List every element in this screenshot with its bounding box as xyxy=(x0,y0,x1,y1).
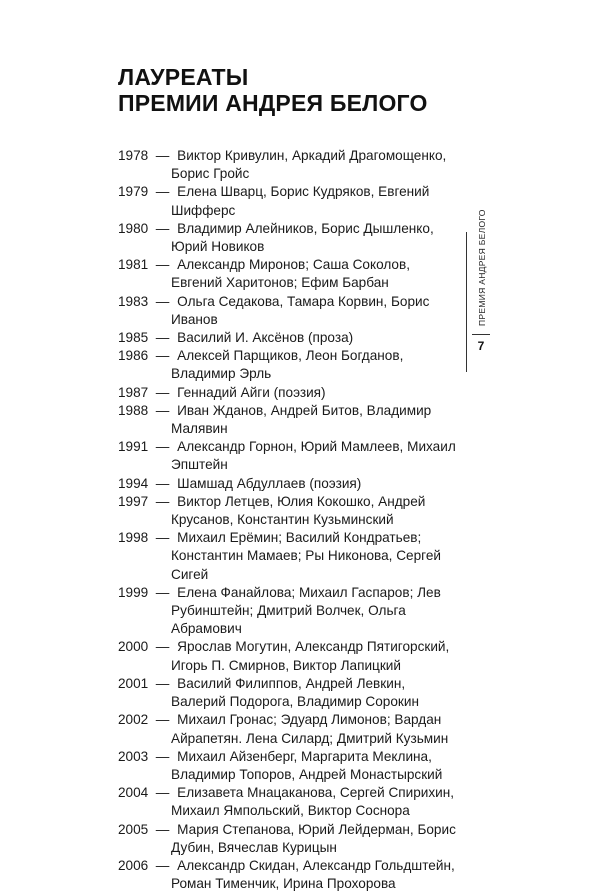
laureate-year: 2006 xyxy=(118,857,149,873)
page-number: 7 xyxy=(477,339,485,353)
dash-separator: — xyxy=(152,384,170,400)
list-item xyxy=(118,438,463,474)
laureate-year: 2003 xyxy=(118,748,149,764)
list-item xyxy=(118,183,463,219)
laureate-names: Геннадий Айги (поэзия) xyxy=(177,384,326,400)
laureate-names: Михаил Гронас; Эдуард Лимонов; Вардан Айрапетян. Лена Силард; Дмитрий Кузьмин xyxy=(171,712,449,746)
list-item xyxy=(118,821,463,857)
laureate-names: Алексей Парщиков, Леон Богданов, Владимир Эрль xyxy=(171,348,404,382)
list-item xyxy=(118,347,463,383)
laureate-names: Виктор Летцев, Юлия Кокошко, Андрей Крусанов, Константин Кузьминский xyxy=(171,493,426,528)
laureate-year: 1986 xyxy=(118,348,149,364)
dash-separator: — xyxy=(152,675,170,691)
page-title xyxy=(118,64,428,116)
laureate-year: 1994 xyxy=(118,475,149,491)
list-item xyxy=(118,293,463,329)
laureate-names: Шамшад Абдуллаев (поэзия) xyxy=(177,475,362,491)
laureate-names: Мария Степанова, Юрий Лейдерман, Борис Дубин, Вячеслав Курицын xyxy=(171,821,456,855)
laureate-year: 2001 xyxy=(118,675,149,691)
laureate-names: Елизавета Мнацаканова, Сергей Спирихин, Михаил Ямпольский, Виктор Соснора xyxy=(171,785,455,819)
list-item xyxy=(118,384,463,402)
dash-separator: — xyxy=(152,148,170,163)
laureate-year: 2005 xyxy=(118,821,149,837)
laureate-names: Василий И. Аксёнов (проза) xyxy=(177,330,354,346)
laureate-year: 1980 xyxy=(118,220,149,236)
laureate-names: Владимир Алейников, Борис Дышленко, Юрий Новиков xyxy=(171,220,434,255)
laureate-names: Ярослав Могутин, Александр Пятигорский, Игорь П. Смирнов, Виктор Лапицкий xyxy=(171,639,450,673)
list-item xyxy=(118,402,463,438)
laureate-names: Александр Скидан, Александр Гольдштейн, Роман Тименчик, Ирина Прохорова xyxy=(171,857,455,892)
dash-separator: — xyxy=(152,857,170,873)
laureate-year: 1983 xyxy=(118,293,149,309)
dash-separator: — xyxy=(152,748,170,764)
list-item xyxy=(118,147,463,183)
laureate-year: 2004 xyxy=(118,785,149,801)
laureate-names: Ольга Седакова, Тамара Корвин, Борис Иванов xyxy=(171,293,430,327)
dash-separator: — xyxy=(152,785,170,801)
dash-separator: — xyxy=(152,821,170,837)
laureate-names: Александр Миронов; Саша Соколов, Евгений Харитонов; Ефим Барбан xyxy=(171,257,410,291)
list-item xyxy=(118,475,463,493)
laureate-names: Иван Жданов, Андрей Битов, Владимир Малявин xyxy=(171,402,432,437)
dash-separator: — xyxy=(152,439,170,455)
dash-separator: — xyxy=(152,639,170,655)
list-item xyxy=(118,711,463,747)
laureate-year: 1987 xyxy=(118,384,149,400)
dash-separator: — xyxy=(152,584,170,600)
laureate-year: 1985 xyxy=(118,330,149,346)
dash-separator: — xyxy=(152,402,170,418)
dash-separator: — xyxy=(152,330,170,346)
list-item xyxy=(118,529,463,584)
laureate-year: 1998 xyxy=(118,530,149,546)
list-item xyxy=(118,638,463,674)
list-item xyxy=(118,748,463,784)
page-number-divider xyxy=(472,334,490,335)
laureate-year: 1978 xyxy=(118,148,149,163)
dash-separator: — xyxy=(152,220,170,236)
laureate-year: 1979 xyxy=(118,184,149,200)
dash-separator: — xyxy=(152,530,170,546)
list-item xyxy=(118,493,463,529)
laureate-year: 1999 xyxy=(118,584,149,600)
list-item xyxy=(118,784,463,820)
dash-separator: — xyxy=(152,712,170,728)
page-title-line-2: ПРЕМИИ АНДРЕЯ БЕЛОГО xyxy=(118,90,428,116)
laureate-year: 1991 xyxy=(118,439,149,455)
laureate-names: Михаил Ерёмин; Василий Кондратьев; Константин Мамаев; Ры Никонова, Сергей Сигей xyxy=(171,530,441,582)
laureate-year: 1981 xyxy=(118,257,149,273)
dash-separator: — xyxy=(152,293,170,309)
laureate-names: Елена Фанайлова; Михаил Гаспаров; Лев Рубинштейн; Дмитрий Волчек, Ольга Абрамович xyxy=(171,584,441,637)
laureate-names: Александр Горнон, Юрий Мамлеев, Михаил Эпштейн xyxy=(171,439,456,473)
running-title: ПРЕМИЯ АНДРЕЯ БЕЛОГО xyxy=(477,209,487,326)
list-item xyxy=(118,329,463,347)
laureate-year: 1997 xyxy=(118,493,149,509)
page-title-line-1: ЛАУРЕАТЫ xyxy=(118,64,249,90)
dash-separator: — xyxy=(152,493,170,509)
laureate-year: 2000 xyxy=(118,639,149,655)
dash-separator: — xyxy=(152,257,170,273)
list-item xyxy=(118,220,463,256)
laureate-names: Елена Шварц, Борис Кудряков, Евгений Шифферс xyxy=(171,184,430,218)
dash-separator: — xyxy=(152,348,170,364)
laureate-names: Михаил Айзенберг, Маргарита Меклина, Владимир Топоров, Андрей Монастырский xyxy=(171,748,443,782)
laureate-names: Виктор Кривулин, Аркадий Драгомощенко, Борис Гройс xyxy=(171,148,447,182)
list-item xyxy=(118,857,463,893)
laureate-year: 2002 xyxy=(118,712,149,728)
laureate-names: Василий Филиппов, Андрей Левкин, Валерий Подорога, Владимир Сорокин xyxy=(171,675,419,710)
list-item xyxy=(118,256,463,292)
laureate-year: 1988 xyxy=(118,402,149,418)
laureate-list xyxy=(118,147,463,893)
list-item xyxy=(118,675,463,711)
dash-separator: — xyxy=(152,184,170,200)
list-item xyxy=(118,584,463,639)
dash-separator: — xyxy=(152,475,170,491)
